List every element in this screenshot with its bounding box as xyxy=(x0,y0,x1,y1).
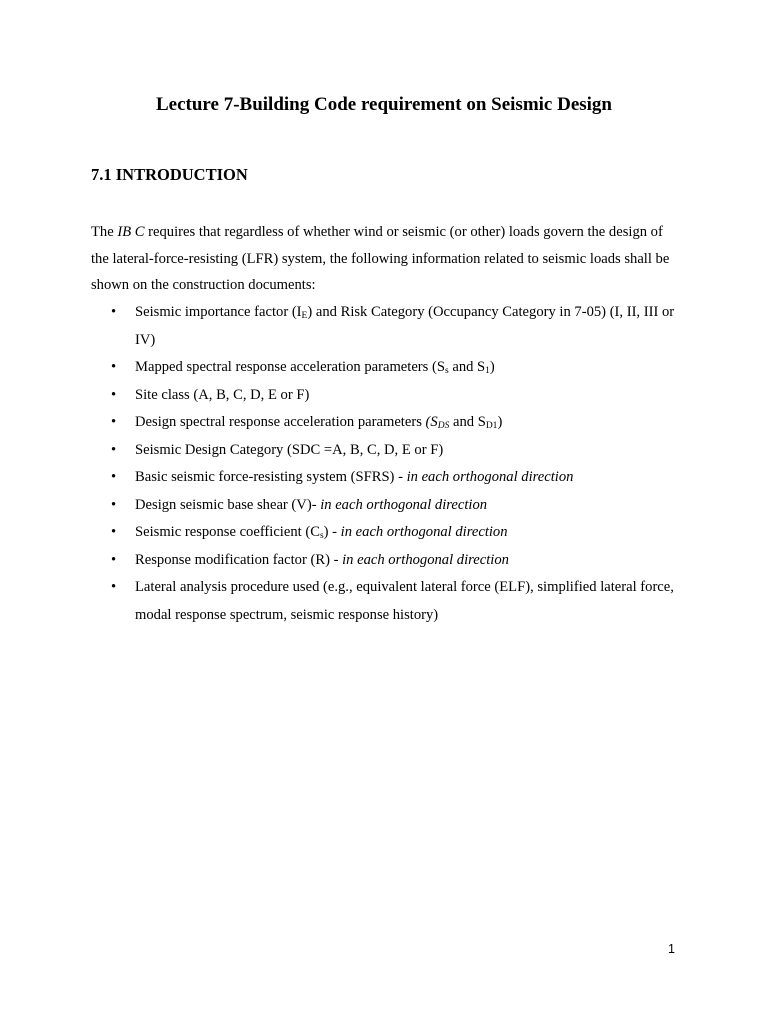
bullet-icon: • xyxy=(111,496,117,513)
bullet-icon: • xyxy=(111,579,117,595)
requirements-list xyxy=(91,299,686,629)
item-text: Design seismic base shear (V)- xyxy=(135,496,321,513)
list-item xyxy=(91,547,686,575)
item-text-italic: in each orthogonal direction xyxy=(320,496,488,513)
section-heading: 7.1 INTRODUCTION xyxy=(91,165,248,184)
item-text: and S xyxy=(448,359,486,375)
item-text: and S xyxy=(449,414,486,430)
list-item xyxy=(91,519,686,547)
bullet-icon: • xyxy=(111,524,117,540)
list-item xyxy=(91,354,686,382)
item-text: Seismic importance factor (I xyxy=(135,304,302,320)
bullet-icon: • xyxy=(111,304,117,320)
page-number: 1 xyxy=(668,942,675,956)
list-item xyxy=(91,299,686,354)
bullet-icon: • xyxy=(111,551,117,568)
subscript: 1 xyxy=(485,366,490,376)
item-text: Seismic response coefficient (C xyxy=(135,524,320,540)
subscript: D1 xyxy=(485,421,498,431)
list-item xyxy=(91,574,686,629)
item-text: Lateral analysis procedure used (e.g., equivalent lateral force (ELF), simplified lateral force, modal response spectrum, seismic response history) xyxy=(135,579,674,623)
item-text: ) xyxy=(489,359,495,375)
subscript: E xyxy=(301,311,308,321)
bullet-icon: • xyxy=(111,469,117,485)
bullet-icon: • xyxy=(111,359,117,375)
item-text: Site class (A, B, C, D, E or F) xyxy=(135,386,310,403)
item-text: Basic seismic force-resisting system (SFRS) - xyxy=(135,469,407,485)
item-text: ) xyxy=(497,414,503,430)
item-text: Response modification factor (R) - xyxy=(135,551,343,568)
bullet-icon: • xyxy=(111,441,117,458)
item-text: Mapped spectral response acceleration parameters (S xyxy=(135,359,445,375)
list-item xyxy=(91,409,686,437)
item-text: ) - xyxy=(323,524,341,540)
list-item xyxy=(91,382,686,410)
bullet-icon: • xyxy=(111,386,117,403)
intro-paragraph xyxy=(91,219,681,299)
list-item xyxy=(91,492,686,520)
bullet-icon: • xyxy=(111,414,117,430)
intro-prefix: The xyxy=(91,224,118,240)
code-name: IB C xyxy=(117,224,145,240)
intro-text: requires that regardless of whether wind or seismic (or other) loads govern the design of the lateral-force-resisting (LFR) system, the following information related to seismic loads shall be shown on the construction documents: xyxy=(91,224,670,293)
item-text: ) and Risk Category (Occupancy Category in 7-05) (I, II, III or IV) xyxy=(135,304,675,348)
page-title: Lecture 7-Building Code requirement on Seismic Design xyxy=(156,94,612,115)
item-text-italic: in each orthogonal direction xyxy=(406,469,574,485)
list-item xyxy=(91,464,686,492)
item-text-italic: in each orthogonal direction xyxy=(342,551,509,568)
subscript: DS xyxy=(437,421,450,431)
item-text: Design spectral response acceleration parameters xyxy=(135,414,426,430)
list-item xyxy=(91,437,686,465)
item-text-italic: in each orthogonal direction xyxy=(340,524,508,540)
item-text-italic: (S xyxy=(425,414,438,430)
subscript: s xyxy=(319,531,324,541)
subscript: s xyxy=(444,366,449,376)
item-text: Seismic Design Category (SDC =A, B, C, D, E or F) xyxy=(135,441,444,458)
